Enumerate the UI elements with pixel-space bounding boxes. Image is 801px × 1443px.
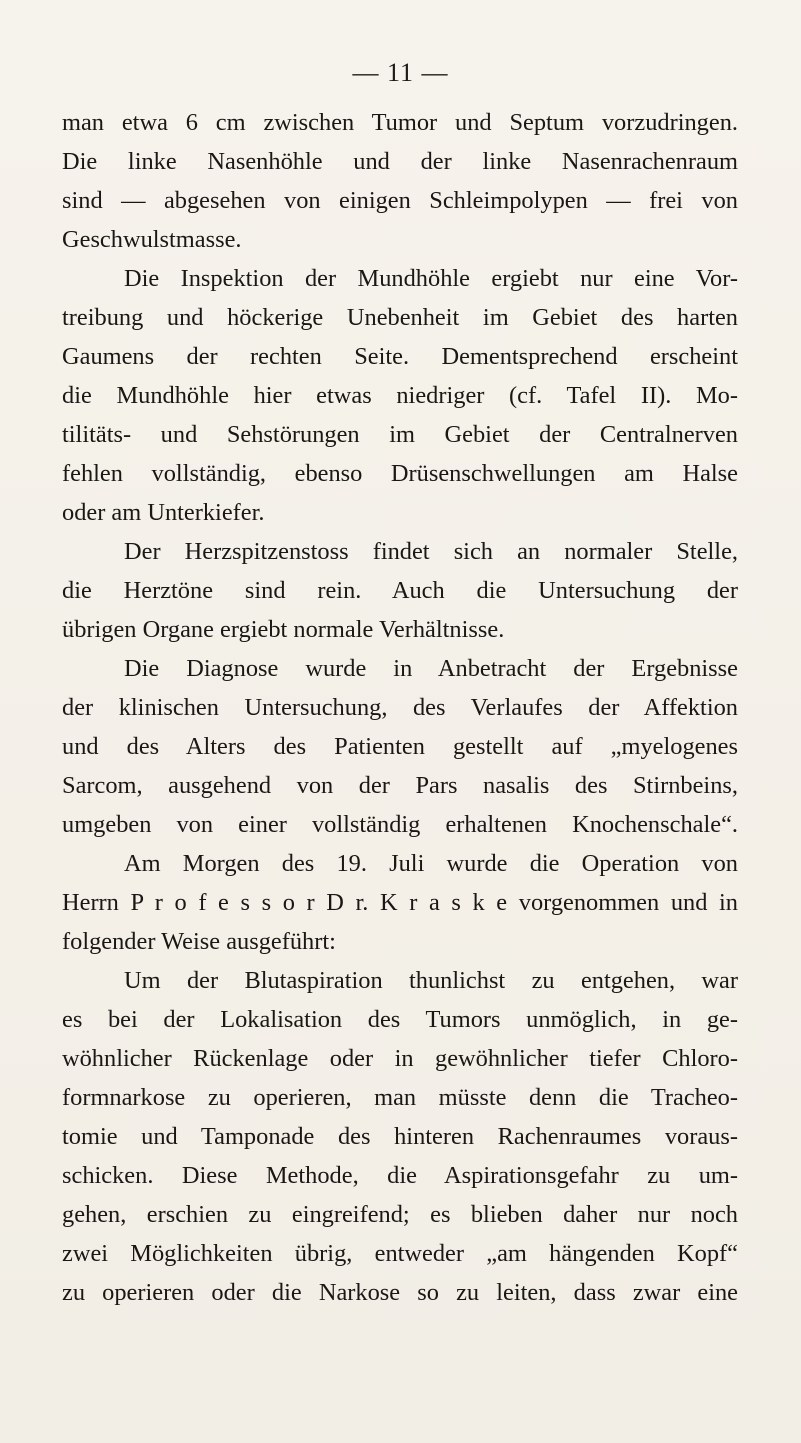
text-line: schicken. Diese Methode, die Aspirationsgefahr zu um- [62,1162,738,1189]
text-line: Sarcom, ausgehend von der Pars nasalis des Stirnbeins, [62,772,738,799]
text-line: die Mundhöhle hier etwas niedriger (cf. Tafel II). Mo- [62,382,738,409]
text-line: es bei der Lokalisation des Tumors unmöglich, in ge- [62,1006,738,1033]
text-line: die Herztöne sind rein. Auch die Untersuchung der [62,577,738,604]
text-line: Gaumens der rechten Seite. Dementsprechend erscheint [62,343,738,370]
text-line: oder am Unterkiefer. [62,499,265,526]
text-line: wöhnlicher Rückenlage oder in gewöhnlicher tiefer Chloro- [62,1045,738,1072]
text-line: Herrn P r o f e s s o r D r. K r a s k e vorgenommen und in [62,889,738,916]
text-line: treibung und höckerige Unebenheit im Gebiet des harten [62,304,738,331]
text-line: umgeben von einer vollständig erhaltenen Knochenschale“. [62,811,738,838]
text-line: Der Herzspitzenstoss findet sich an normaler Stelle, [124,538,738,565]
text-line: übrigen Organe ergiebt normale Verhältnisse. [62,616,505,643]
body-text [62,103,738,1312]
text-line: folgender Weise ausgeführt: [62,928,336,955]
text-line: formnarkose zu operieren, man müsste denn die Tracheo- [62,1084,738,1111]
text-line: man etwa 6 cm zwischen Tumor und Septum vorzudringen. [62,109,738,136]
text-line: Am Morgen des 19. Juli wurde die Operation von [124,850,738,877]
page-number: — 11 — [352,58,449,87]
text-line: tomie und Tamponade des hinteren Rachenraumes voraus- [62,1123,738,1150]
text-line: und des Alters des Patienten gestellt auf „myelogenes [62,733,738,760]
text-line: sind — abgesehen von einigen Schleimpolypen — frei von [62,187,738,214]
text-line: zwei Möglichkeiten übrig, entweder „am hängenden Kopf“ [62,1240,738,1267]
text-line: zu operieren oder die Narkose so zu leiten, dass zwar eine [62,1279,738,1306]
text-line: gehen, erschien zu eingreifend; es blieben daher nur noch [62,1201,738,1228]
text-line: fehlen vollständig, ebenso Drüsenschwellungen am Halse [62,460,738,487]
text-line: der klinischen Untersuchung, des Verlaufes der Affektion [62,694,738,721]
text-line: Geschwulstmasse. [62,226,242,253]
text-line: Um der Blutaspiration thunlichst zu entgehen, war [124,967,738,994]
text-line: Die Diagnose wurde in Anbetracht der Ergebnisse [124,655,738,682]
text-line: tilitäts- und Sehstörungen im Gebiet der Centralnerven [62,421,738,448]
text-line: Die linke Nasenhöhle und der linke Nasenrachenraum [62,148,738,175]
text-line: Die Inspektion der Mundhöhle ergiebt nur eine Vor- [124,265,738,292]
